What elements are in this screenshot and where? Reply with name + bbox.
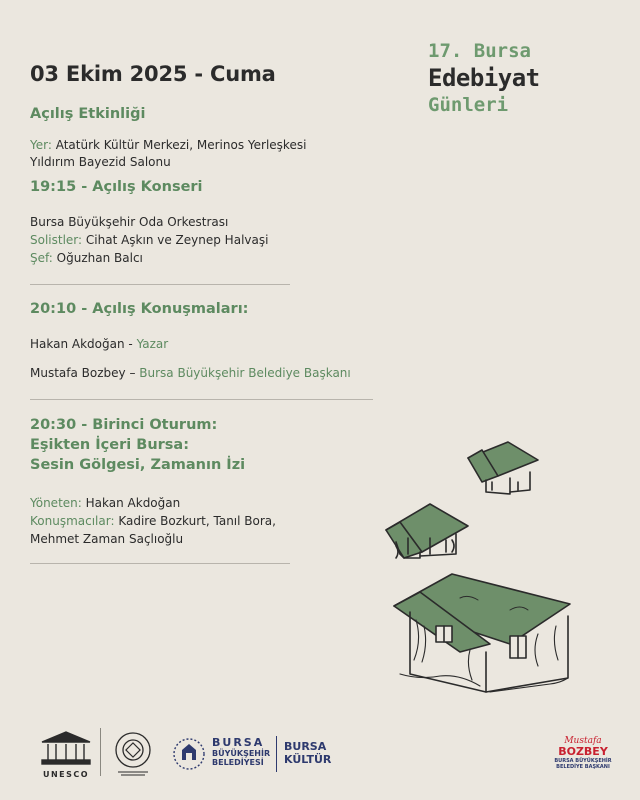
venue-value: Atatürk Kültür Merkezi, Merinos Yerleşkesi xyxy=(55,138,307,152)
moderator-value: Hakan Akdoğan xyxy=(85,496,181,510)
mayor-line-3: BELEDİYE BAŞKANI xyxy=(556,764,610,770)
bbb-text xyxy=(212,737,270,767)
logo-separator-2 xyxy=(276,736,277,772)
brand-line-3: Günleri xyxy=(428,94,509,116)
bbb-line-3: BELEDİYESİ xyxy=(212,758,264,767)
kultur-line-1: BURSA xyxy=(284,740,327,753)
unesco-text: UNESCO xyxy=(42,770,90,779)
date-title: 03 Ekim 2025 - Cuma xyxy=(30,62,276,86)
conductor-label: Şef: xyxy=(30,251,53,265)
venue-label: Yer: xyxy=(30,138,52,152)
bbb-line-2: BÜYÜKŞEHİR xyxy=(212,749,271,758)
opening-heading: Açılış Etkinliği xyxy=(30,106,146,122)
speaker-1-sep: - xyxy=(124,337,137,351)
speakers-line xyxy=(30,512,276,531)
speaker-2-name: Mustafa Bozbey xyxy=(30,366,126,380)
brand-line-1: 17. Bursa xyxy=(428,40,531,62)
unesco-temple-icon xyxy=(40,730,92,766)
kultur-line-2: KÜLTÜR xyxy=(284,753,332,766)
bursa-kultur-logo xyxy=(284,740,331,766)
moderator-label: Yöneten: xyxy=(30,496,82,510)
divider-2 xyxy=(30,399,373,400)
mayor-line-2: BURSA BÜYÜKŞEHİR xyxy=(554,758,612,764)
conductor-value: Oğuzhan Balcı xyxy=(56,251,143,265)
logo-separator-1 xyxy=(100,728,101,776)
divider-3 xyxy=(30,563,290,564)
speeches-heading: 20:10 - Açılış Konuşmaları: xyxy=(30,301,249,317)
speakers-label: Konuşmacılar: xyxy=(30,514,115,528)
session-heading-line-2: Eşikten İçeri Bursa: xyxy=(30,437,190,453)
venue-value-2: Yıldırım Bayezid Salonu xyxy=(30,155,171,169)
soloists-line xyxy=(30,231,268,250)
brand-line-2: Edebiyat xyxy=(428,64,540,92)
heritage-logo xyxy=(108,728,158,778)
bbb-line-1: BURSA xyxy=(212,736,265,749)
orchestra-line: Bursa Büyükşehir Oda Orkestrası xyxy=(30,215,229,229)
festival-brand xyxy=(428,38,540,119)
session-heading-line-3: Sesin Gölgesi, Zamanın İzi xyxy=(30,457,246,473)
speaker-1-name: Hakan Akdoğan xyxy=(30,337,125,351)
speaker-2-line xyxy=(30,364,351,383)
speakers-value-2: Mehmet Zaman Saçlıoğlu xyxy=(30,532,184,546)
unesco-logo xyxy=(40,730,92,778)
speaker-2-sep: – xyxy=(125,366,140,380)
houses-illustration xyxy=(360,430,630,710)
soloists-label: Solistler: xyxy=(30,233,83,247)
bbb-emblem xyxy=(172,734,206,774)
speaker-2-role: Bursa Büyükşehir Belediye Başkanı xyxy=(139,366,351,380)
mayor-script: Mustafa xyxy=(564,736,602,746)
speakers-value: Kadire Bozkurt, Tanıl Bora, xyxy=(118,514,276,528)
bbb-emblem-icon xyxy=(172,734,206,774)
house-medium-icon xyxy=(386,504,468,558)
session-heading-line-1: 20:30 - Birinci Oturum: xyxy=(30,417,218,433)
concert-heading: 19:15 - Açılış Konseri xyxy=(30,179,203,195)
moderator-line xyxy=(30,494,180,513)
session-heading xyxy=(30,415,245,475)
mayor-name: BOZBEY xyxy=(558,745,608,758)
mayor-logo xyxy=(552,736,614,770)
house-small-icon xyxy=(468,442,538,494)
divider-1 xyxy=(30,284,290,285)
house-large-icon xyxy=(394,574,570,692)
speaker-1-role: Yazar xyxy=(136,337,169,351)
heritage-seal-icon xyxy=(108,728,158,778)
soloists-value: Cihat Aşkın ve Zeynep Halvaşi xyxy=(85,233,269,247)
conductor-line xyxy=(30,249,143,268)
speaker-1-line xyxy=(30,335,168,354)
